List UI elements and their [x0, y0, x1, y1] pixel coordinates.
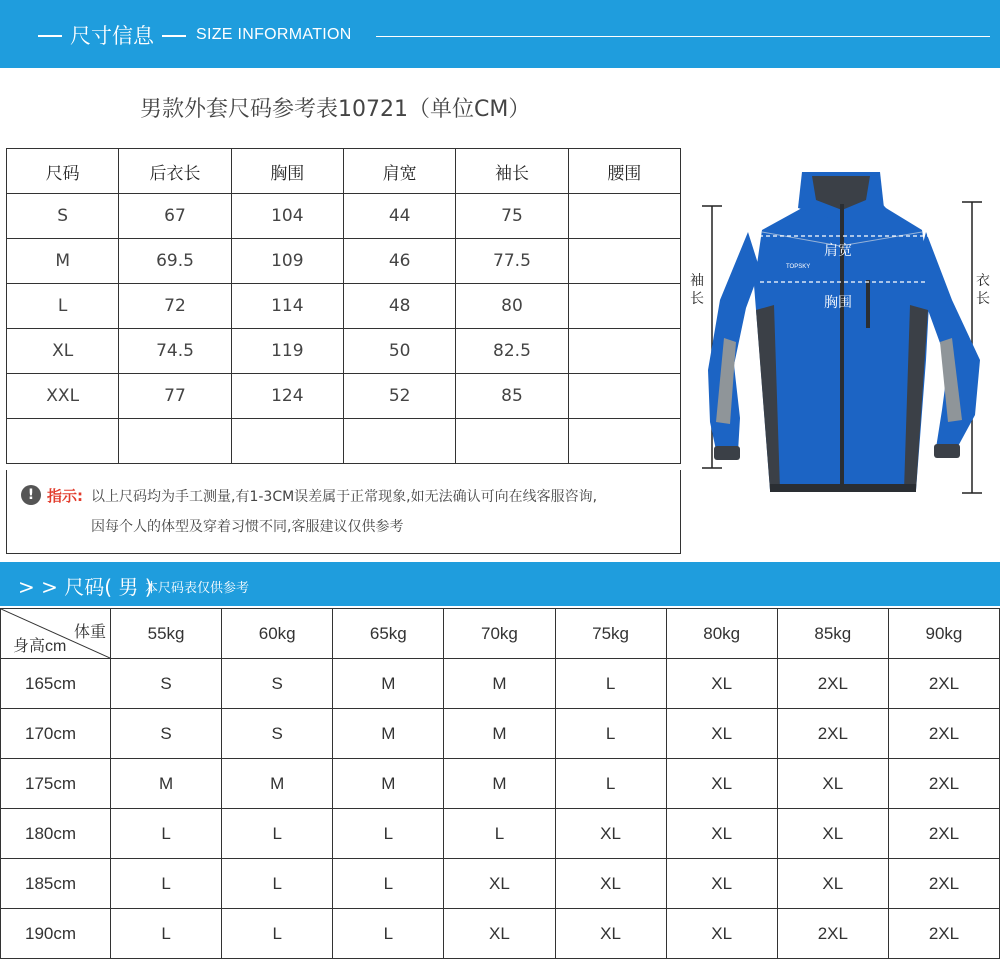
height-header: 165cm [1, 659, 111, 709]
brand-label: TOPSKY [786, 264, 811, 270]
size-cell: 2XL [888, 759, 999, 809]
table-row [7, 194, 681, 239]
table-cell: 67 [119, 194, 231, 239]
table-cell: 72 [119, 284, 231, 329]
table-cell: 77.5 [456, 239, 568, 284]
size-chart-table [6, 148, 681, 464]
size-cell: L [555, 759, 666, 809]
height-header: 175cm [1, 759, 111, 809]
table-cell: 85 [456, 374, 568, 419]
note-text-line-2: 因每个人的体型及穿着习惯不同,客服建议仅供参考 [91, 519, 404, 535]
size-cell: M [444, 659, 555, 709]
table-row [1, 759, 1000, 809]
table-row [1, 709, 1000, 759]
size-cell: L [333, 859, 444, 909]
section-bar [0, 562, 1000, 606]
table-cell: 77 [119, 374, 231, 419]
table-row [1, 909, 1000, 959]
table-cell: 50 [343, 329, 455, 374]
table-cell: 75 [456, 194, 568, 239]
table-cell: 119 [231, 329, 343, 374]
table-cell: 104 [231, 194, 343, 239]
table-cell: L [7, 284, 119, 329]
size-chart-header-row [7, 149, 681, 194]
size-cell: XL [555, 859, 666, 909]
size-cell: XL [666, 659, 777, 709]
size-cell: XL [666, 809, 777, 859]
jacket-illustration [690, 160, 995, 510]
size-cell: L [333, 909, 444, 959]
height-header: 190cm [1, 909, 111, 959]
size-cell: 2XL [888, 859, 999, 909]
table-row [7, 329, 681, 374]
table-row [7, 374, 681, 419]
shoulder-label: 肩宽 [824, 243, 852, 259]
table-cell: 52 [343, 374, 455, 419]
length-label: 衣长 [976, 273, 990, 307]
size-cell: XL [777, 809, 888, 859]
weight-header: 55kg [111, 609, 222, 659]
size-cell: XL [666, 909, 777, 959]
table-cell [456, 419, 568, 464]
table-row [7, 419, 681, 464]
table-cell: 48 [343, 284, 455, 329]
note-label: 指示: [47, 487, 83, 505]
size-cell: L [222, 909, 333, 959]
table-cell: 82.5 [456, 329, 568, 374]
size-cell: 2XL [888, 809, 999, 859]
column-header: 后衣长 [119, 149, 231, 194]
table-cell [568, 194, 680, 239]
table-cell: 69.5 [119, 239, 231, 284]
section-title: > > 尺码( 男 ) [18, 575, 153, 599]
table-cell: 124 [231, 374, 343, 419]
column-header: 肩宽 [343, 149, 455, 194]
weight-header-row [1, 609, 1000, 659]
table-cell: 80 [456, 284, 568, 329]
size-cell: 2XL [777, 709, 888, 759]
header-title-en: SIZE INFORMATION [196, 26, 352, 43]
height-header: 185cm [1, 859, 111, 909]
table-cell: 109 [231, 239, 343, 284]
size-cell: 2XL [888, 659, 999, 709]
size-cell: 2XL [777, 909, 888, 959]
column-header: 尺码 [7, 149, 119, 194]
table-cell [568, 374, 680, 419]
table-cell: XL [7, 329, 119, 374]
size-cell: M [111, 759, 222, 809]
size-cell: 2XL [888, 909, 999, 959]
corner-height-label: 身高cm [13, 638, 67, 655]
size-cell: XL [666, 709, 777, 759]
weight-header: 90kg [888, 609, 999, 659]
size-cell: XL [666, 759, 777, 809]
table-cell: S [7, 194, 119, 239]
size-cell: L [555, 709, 666, 759]
weight-header: 85kg [777, 609, 888, 659]
size-cell: L [333, 809, 444, 859]
corner-weight-label: 体重 [73, 624, 106, 641]
measurement-note [6, 470, 681, 554]
table-row [1, 859, 1000, 909]
table-cell [119, 419, 231, 464]
table-cell [568, 419, 680, 464]
size-cell: XL [777, 759, 888, 809]
size-cell: L [111, 809, 222, 859]
table-cell [568, 239, 680, 284]
size-cell: XL [555, 909, 666, 959]
size-chart-title: 男款外套尺码参考表10721（单位CM） [140, 97, 531, 122]
size-cell: 2XL [777, 659, 888, 709]
header-dash-left [38, 35, 62, 37]
table-row [7, 284, 681, 329]
table-cell [568, 284, 680, 329]
table-row [1, 659, 1000, 709]
size-cell: L [222, 809, 333, 859]
column-header: 胸围 [231, 149, 343, 194]
size-cell: M [333, 709, 444, 759]
size-cell: XL [444, 909, 555, 959]
weight-header: 70kg [444, 609, 555, 659]
column-header: 袖长 [456, 149, 568, 194]
size-cell: L [555, 659, 666, 709]
jacket-diagram [690, 160, 995, 510]
size-cell: L [111, 859, 222, 909]
header-bar [0, 0, 1000, 68]
size-cell: 2XL [888, 709, 999, 759]
sleeve-label: 袖长 [690, 273, 704, 307]
size-cell: S [111, 659, 222, 709]
size-cell: S [111, 709, 222, 759]
table-cell: 74.5 [119, 329, 231, 374]
corner-cell [1, 609, 111, 659]
weight-header: 60kg [222, 609, 333, 659]
size-cell: XL [444, 859, 555, 909]
header-dash-right [162, 35, 186, 37]
table-cell: 46 [343, 239, 455, 284]
weight-header: 80kg [666, 609, 777, 659]
size-cell: S [222, 659, 333, 709]
table-row [1, 809, 1000, 859]
table-row [7, 239, 681, 284]
header-title-cn: 尺寸信息 [70, 24, 154, 48]
size-cell: S [222, 709, 333, 759]
size-cell: M [333, 759, 444, 809]
table-cell [7, 419, 119, 464]
size-cell: XL [777, 859, 888, 909]
table-cell: M [7, 239, 119, 284]
info-icon: ! [21, 485, 41, 505]
size-cell: M [333, 659, 444, 709]
size-cell: M [222, 759, 333, 809]
table-cell: 44 [343, 194, 455, 239]
chest-label: 胸围 [824, 295, 852, 311]
table-cell: XXL [7, 374, 119, 419]
header-line [376, 36, 990, 37]
note-text-line-1: 以上尺码均为手工测量,有1-3CM误差属于正常现象,如无法确认可向在线客服咨询, [91, 489, 598, 505]
size-cell: M [444, 759, 555, 809]
column-header: 腰围 [568, 149, 680, 194]
size-cell: XL [555, 809, 666, 859]
size-cell: L [222, 859, 333, 909]
size-cell: XL [666, 859, 777, 909]
height-header: 180cm [1, 809, 111, 859]
weight-header: 75kg [555, 609, 666, 659]
table-cell [568, 329, 680, 374]
table-cell [231, 419, 343, 464]
size-cell: M [444, 709, 555, 759]
height-header: 170cm [1, 709, 111, 759]
table-cell [343, 419, 455, 464]
table-cell: 114 [231, 284, 343, 329]
section-subtitle: 本尺码表仅供参考 [145, 581, 250, 596]
recommendation-table [0, 608, 1000, 959]
size-cell: L [444, 809, 555, 859]
size-cell: L [111, 909, 222, 959]
weight-header: 65kg [333, 609, 444, 659]
